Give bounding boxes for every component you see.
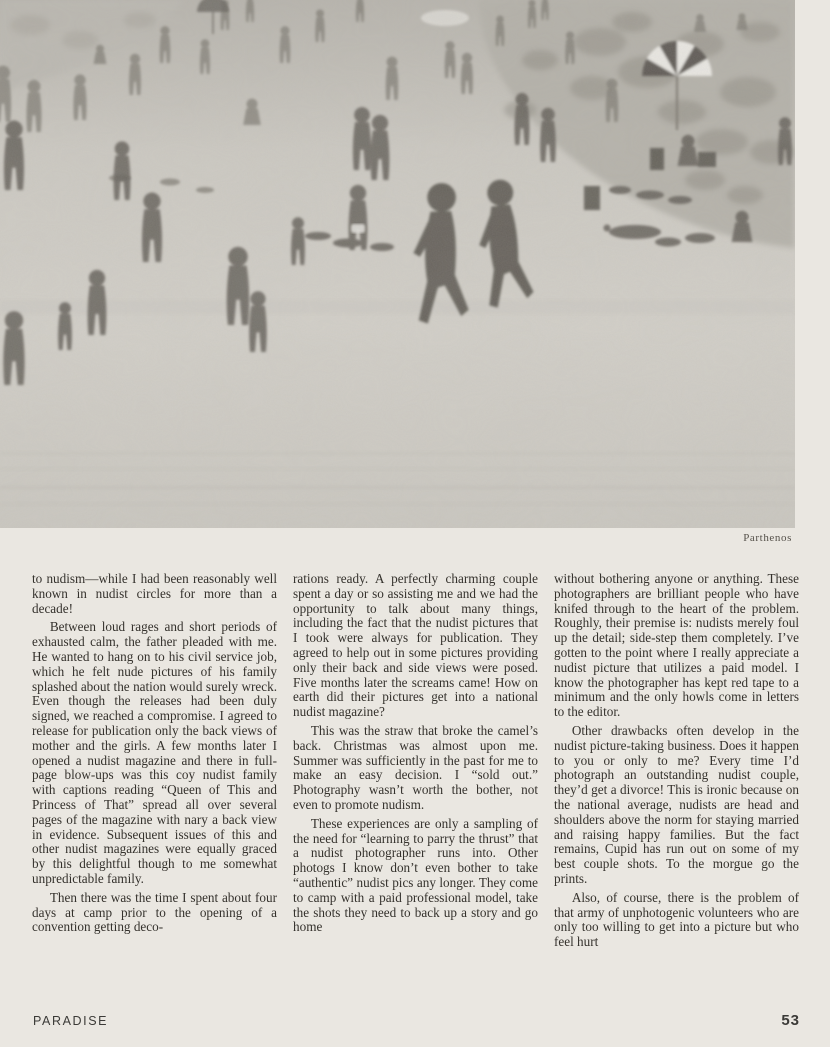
article-paragraph: These experiences are only a sampling of the need for “learning to parry the thrust” that a nudist photographer runs into. Other photogs I know don’t even bother to take “authentic” nudist pics any longer. They come to camp with a paid professional model, take the shots they need to back up a story and go home [293, 815, 538, 935]
page-footer [33, 1012, 800, 1029]
article-paragraph: without bothering anyone or anything. These photographers are brilliant people who have knifed through to the heart of the problem. Roughly, their premise is: nudists merely foul up the detail; side-step them completely. I’ve gotten to the point where I really appreciate a nudist picture that utilizes a paid model. I know the photographer has kept red tape to a minimum and the only howls come in letters to the editor. [554, 571, 799, 720]
article-paragraph: This was the straw that broke the camel’s back. Christmas was almost upon me. Summer was sufficiently in the past for me to make an easy decision. I “sold out.” Photography wasn’t worth the bother, not even to promote nudism. [293, 722, 538, 812]
beach-photograph [0, 0, 795, 528]
beach-photo-image [0, 0, 795, 528]
article-body [32, 572, 799, 954]
photo-credit: Parthenos [743, 532, 792, 544]
magazine-title: PARADISE [33, 1014, 109, 1028]
article-paragraph: Also, of course, there is the problem of that army of unphotogenic volunteers who are only too willing to get into a picture but who feel hurt [554, 889, 799, 950]
article-paragraph: Then there was the time I spent about four days at camp prior to the opening of a convention getting deco- [32, 889, 277, 935]
article-column-3 [554, 572, 799, 954]
article-paragraph: Other drawbacks often develop in the nudist picture-taking business. Does it happen to you or only to me? Every time I’d photograph an outstanding nudist couple, they’d get a divorce! This is ironic because on the national average, nudists are head and shoulders above the norm for staying married and raising happy families. But the fact remains, Cupid has run out on some of my best couple shots. To the morgue go the prints. [554, 722, 799, 886]
article-paragraph: to nudism—while I had been reasonably well known in nudist circles for more than a decade! [32, 571, 277, 616]
article-column-1 [32, 572, 277, 954]
page-number: 53 [781, 1012, 800, 1029]
article-paragraph: rations ready. A perfectly charming couple spent a day or so assisting me and we had the opportunity to talk about many things, including the fact that the nudist pictures that I took were always for publication. They agreed to help out in some pictures providing only their back and side views were posed. Five months later the screams came! How on earth did their pictures get into a national nudist magazine? [293, 571, 538, 720]
article-column-2 [293, 572, 538, 954]
print-grain-texture [0, 0, 795, 528]
article-paragraph: Between loud rages and short periods of exhausted calm, the father pleaded with me. He wanted to hang on to his civil service job, which he felt nude pictures of his family splashed about the nation would surely wreck. Even though the releases had been duly signed, we reached a compromise. I agreed to release for publication only the back views of mother and the girls. A few months later I opened a nudist magazine and there in full-page blow-ups was this coy nudist family with captions reading “Queen of This and Princess of That” spread all over several pages of the magazine with nary a back view in evidence. Subsequent issues of this and other nudist magazines were equally graced by this delightful though to me somewhat unpredictable family. [32, 619, 277, 886]
